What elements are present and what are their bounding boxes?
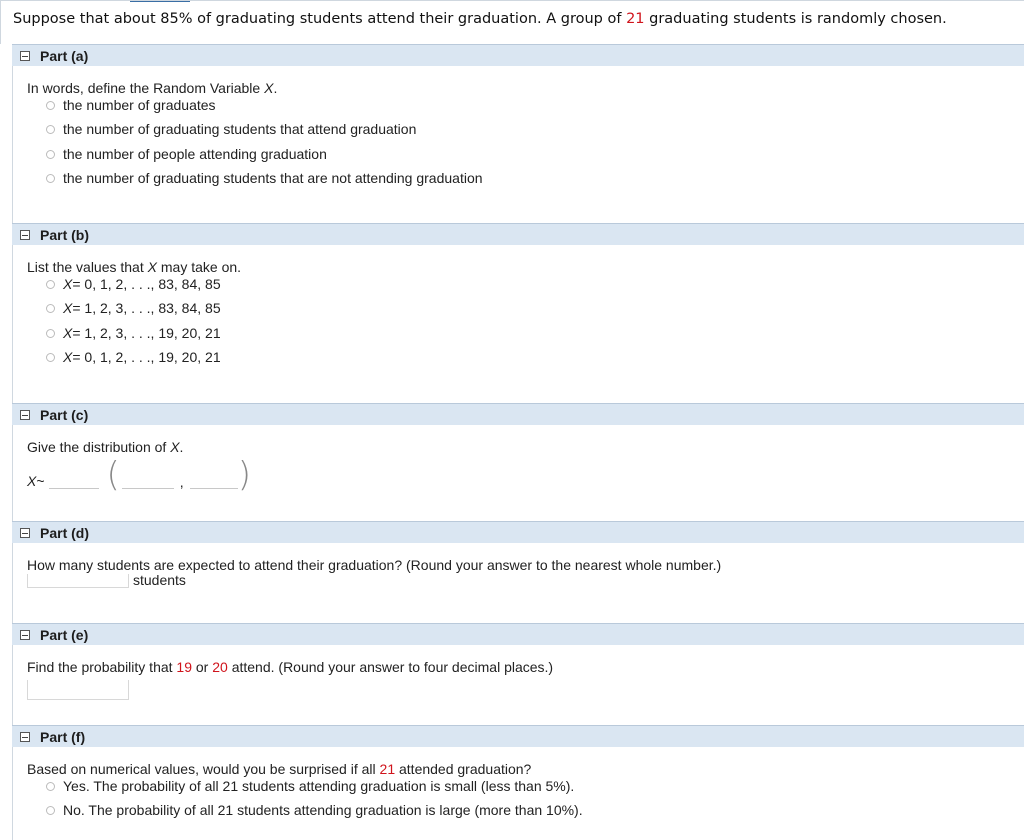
part-e-title: Part (e) (40, 626, 89, 643)
prompt-variable: X (264, 80, 274, 96)
prompt-text: attended graduation? (395, 761, 532, 777)
part-c-title: Part (c) (40, 406, 89, 423)
prompt-text: Based on numerical values, would you be surprised if all (27, 761, 380, 777)
value-highlight: 19 (176, 659, 192, 675)
prompt-text: . (179, 439, 184, 455)
option-variable: X (63, 349, 73, 365)
part-b-option-4[interactable] (27, 349, 1024, 374)
collapse-icon[interactable] (20, 732, 30, 742)
radio-button[interactable] (46, 329, 55, 338)
unit-label: students (133, 572, 186, 588)
part-a-title: Part (a) (40, 47, 89, 64)
radio-button[interactable] (46, 150, 55, 159)
prompt-text: In words, define the Random Variable (27, 80, 265, 96)
part-a-option-4[interactable] (27, 170, 1024, 195)
collapse-icon[interactable] (20, 230, 30, 240)
part-c (12, 403, 1024, 495)
prompt-text: may take on. (156, 259, 242, 275)
part-b-prompt (27, 259, 1024, 276)
prompt-variable: X (170, 439, 180, 455)
option-label: the number of people attending graduation (63, 145, 327, 162)
option-label: the number of graduating students that are not attending graduation (63, 170, 483, 186)
expected-value-row (27, 574, 1024, 588)
distribution-variable: X (27, 473, 37, 489)
option-variable: X (63, 300, 73, 316)
probability-input[interactable] (27, 680, 129, 700)
option-variable: X (63, 276, 73, 292)
radio-button[interactable] (46, 353, 55, 362)
radio-button[interactable] (46, 174, 55, 183)
part-a-option-2[interactable] (27, 121, 1024, 146)
part-a-option-3[interactable] (27, 146, 1024, 171)
option-label: the number of graduating students that attend graduation (63, 121, 417, 137)
prompt-text: Find the probability that (27, 659, 177, 675)
radio-button[interactable] (46, 101, 55, 110)
comma-separator: , (179, 474, 184, 490)
radio-button[interactable] (46, 782, 55, 791)
option-label: = 0, 1, 2, . . ., 83, 84, 85 (72, 276, 221, 292)
prompt-text: or (192, 659, 213, 675)
close-paren: ) (237, 455, 251, 495)
problem-statement (0, 0, 1024, 44)
option-label: Yes. The probability of all 21 students attending graduation is small (less than 5%). (63, 778, 575, 794)
part-d (12, 521, 1024, 588)
part-a-header[interactable] (12, 44, 1024, 66)
part-c-header[interactable] (12, 403, 1024, 425)
part-f-option-no[interactable] (27, 802, 1024, 827)
distribution-param-p-input[interactable] (190, 471, 238, 489)
option-label: = 1, 2, 3, . . ., 19, 20, 21 (72, 324, 221, 341)
option-label: = 1, 2, 3, . . ., 83, 84, 85 (72, 300, 221, 316)
radio-button[interactable] (46, 304, 55, 313)
intro-text-pre: Suppose that about 85% of graduating students attend their graduation. A group of (13, 11, 627, 27)
collapse-icon[interactable] (20, 410, 30, 420)
prompt-text: . (273, 80, 278, 96)
radio-button[interactable] (46, 806, 55, 815)
part-e-header[interactable] (12, 623, 1024, 645)
radio-button[interactable] (46, 125, 55, 134)
part-b-header[interactable] (12, 223, 1024, 245)
part-e-prompt (27, 659, 1024, 676)
distribution-entry (27, 455, 1024, 495)
part-b-option-1[interactable] (27, 276, 1024, 300)
radio-button[interactable] (46, 280, 55, 289)
part-f-title: Part (f) (40, 728, 86, 745)
part-b-option-2[interactable] (27, 300, 1024, 325)
distribution-param-n-input[interactable] (122, 471, 174, 489)
prompt-text: Give the distribution of (27, 439, 171, 455)
part-f (12, 725, 1024, 827)
intro-sample-size: 21 (626, 11, 645, 27)
prompt-text: List the values that (27, 259, 148, 275)
expected-students-input[interactable] (27, 574, 129, 588)
part-c-prompt (27, 439, 1024, 456)
option-label: = 0, 1, 2, . . ., 19, 20, 21 (72, 349, 221, 365)
part-b-option-3[interactable] (27, 325, 1024, 350)
part-a-prompt (27, 80, 1024, 97)
option-label: No. The probability of all 21 students attending graduation is large (more than 10%). (63, 802, 583, 818)
prompt-variable: X (147, 259, 157, 275)
part-a (12, 44, 1024, 195)
value-highlight: 21 (379, 761, 396, 777)
part-f-header[interactable] (12, 725, 1024, 747)
part-d-title: Part (d) (40, 524, 89, 541)
collapse-icon[interactable] (20, 51, 30, 61)
part-e (12, 623, 1024, 700)
part-b-title: Part (b) (40, 226, 89, 243)
collapse-icon[interactable] (20, 528, 30, 538)
part-a-option-1[interactable] (27, 97, 1024, 121)
open-paren: ( (106, 455, 120, 495)
option-label: the number of graduates (63, 97, 216, 113)
part-d-prompt: How many students are expected to attend their graduation? (Round your answer to the nearest whole number.) (27, 557, 722, 573)
value-highlight: 20 (212, 659, 228, 675)
part-f-option-yes[interactable] (27, 778, 1024, 802)
distribution-type-input[interactable] (49, 471, 99, 489)
tilde-symbol: ~ (36, 473, 45, 489)
prompt-text: attend. (Round your answer to four decimal places.) (227, 659, 554, 675)
intro-text-post: graduating students is randomly chosen. (644, 11, 947, 27)
collapse-icon[interactable] (20, 630, 30, 640)
part-d-header[interactable] (12, 521, 1024, 543)
part-b (12, 223, 1024, 374)
option-variable: X (63, 324, 73, 341)
part-f-prompt (27, 761, 1024, 778)
